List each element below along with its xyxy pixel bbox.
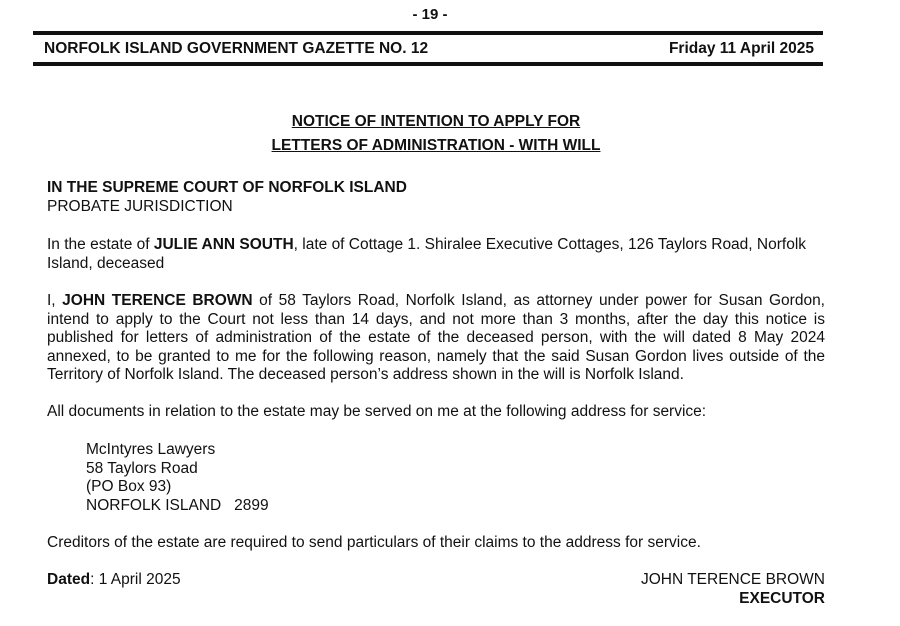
- address-line: NORFOLK ISLAND 2899: [86, 496, 269, 514]
- header-rule-top: [33, 31, 823, 35]
- dated-line: [47, 571, 181, 589]
- documents-paragraph: All documents in relation to the estate may be served on me at the following address for service:: [47, 403, 707, 420]
- applicant-name: JOHN TERENCE BROWN: [62, 292, 253, 309]
- intent-paragraph: [47, 292, 825, 385]
- address-line: 58 Taylors Road: [86, 459, 198, 477]
- dated-label: Dated: [47, 571, 91, 588]
- dated-value: : 1 April 2025: [90, 571, 181, 588]
- notice-title-line1: NOTICE OF INTENTION TO APPLY FOR: [291, 113, 581, 130]
- deceased-name: JULIE ANN SOUTH: [153, 236, 294, 253]
- jurisdiction: PROBATE JURISDICTION: [47, 198, 233, 215]
- creditors-paragraph: Creditors of the estate are required to send particulars of their claims to the address for service.: [47, 534, 701, 551]
- intent-prefix: I,: [47, 292, 63, 309]
- estate-paragraph: [47, 236, 825, 273]
- page-number: - 19 -: [412, 6, 448, 23]
- address-line: (PO Box 93): [86, 478, 172, 495]
- estate-prefix: In the estate of: [47, 236, 154, 253]
- signature-block: [641, 571, 825, 608]
- header-rule-bottom: [33, 62, 823, 66]
- intent-suffix: of 58 Taylors Road, Norfolk Island, as attorney under power for Susan Gordon, intend to apply to the Court not less than 14 days, and not more than 3 months, after the day this notice is published for letters of administration of the estate of the deceased person, with the will dated 8 May 2024 annexed, to be granted to me for the following reason, namely that the said Susan Gordon lives outside of the Territory of Norfolk Island. The deceased person’s address shown in the will is Norfolk Island.: [47, 292, 825, 383]
- signer-role: EXECUTOR: [739, 589, 825, 607]
- signer-name: JOHN TERENCE BROWN: [640, 571, 825, 588]
- gazette-title: NORFOLK ISLAND GOVERNMENT GAZETTE NO. 12: [44, 40, 429, 57]
- address-line: McIntyres Lawyers: [86, 441, 216, 458]
- estate-suffix: , late of Cottage 1. Shiralee Executive Cottages, 126 Taylors Road, Norfolk Island, deceased: [47, 236, 807, 272]
- notice-title-line2: LETTERS OF ADMINISTRATION - WITH WILL: [271, 137, 601, 154]
- gazette-date: Friday 11 April 2025: [668, 40, 814, 57]
- court-name: IN THE SUPREME COURT OF NORFOLK ISLAND: [47, 179, 407, 196]
- service-address: [86, 441, 269, 515]
